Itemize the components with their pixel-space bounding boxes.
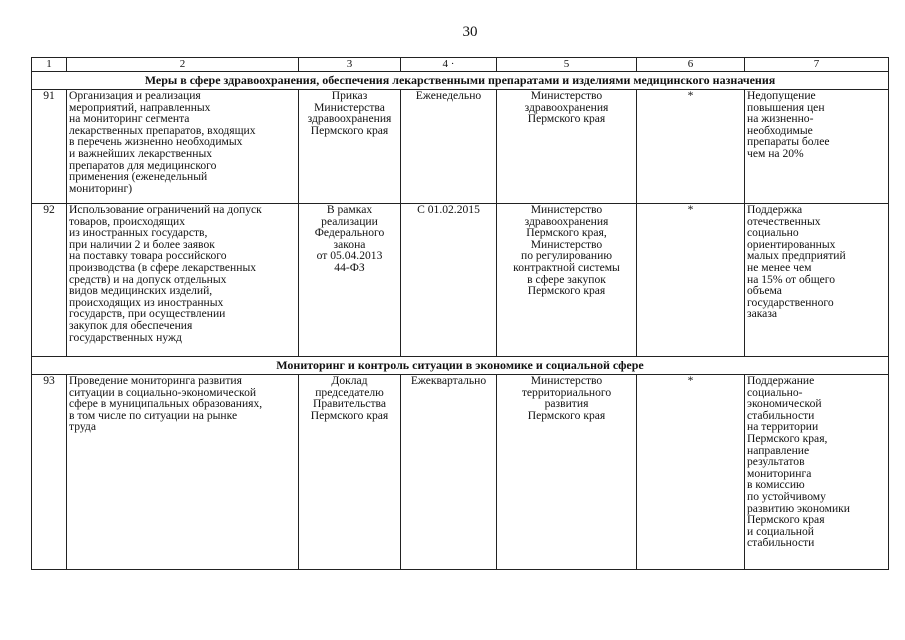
table-row <box>32 90 889 204</box>
deadline-text: С 01.02.2015 <box>401 204 497 357</box>
measure-text: Организация и реализация мероприятий, направленных на мониторинг сегмента лекарственных препаратов, входящих в перечень жизненно необходимых и важнейших лекарственных препаратов для медицинского применения (еженедельный мониторинг) <box>67 90 299 204</box>
measure-text: Использование ограничений на допуск товаров, происходящих из иностранных государств, при наличии 2 и более заявок на поставку товара российского производства (в сфере лекарственных средств) и на допуск отдельных видов медицинских изделий, происходящих из иностранных государств, при осуществлении закупок для обеспечения государственных нужд <box>67 204 299 357</box>
funding-mark: * <box>637 90 745 204</box>
result-text: Недопущение повышения цен на жизненно- необходимые препараты более чем на 20% <box>745 90 889 204</box>
column-number-cell: 3 <box>299 58 401 72</box>
table-row <box>32 204 889 357</box>
document-text: В рамках реализации Федерального закона от 05.04.2013 44-ФЗ <box>299 204 401 357</box>
measure-text: Проведение мониторинга развития ситуации в социально-экономической сфере в муниципальных образованиях, в том числе по ситуации на рынке труда <box>67 375 299 570</box>
result-text: Поддержание социально- экономической стабильности на территории Пермского края, направление результатов мониторинга в комиссию по устойчивому развитию экономики Пермского края и социальной стабильности <box>745 375 889 570</box>
result-text: Поддержка отечественных социально ориентированных малых предприятий не менее чем на 15% от общего объема государственного заказа <box>745 204 889 357</box>
table-row <box>32 375 889 570</box>
section-heading-row <box>32 357 889 375</box>
column-number-row <box>32 58 889 72</box>
responsible-text: Министерство здравоохранения Пермского края <box>497 90 637 204</box>
column-number-cell: 5 <box>497 58 637 72</box>
responsible-text: Министерство здравоохранения Пермского края, Министерство по регулированию контрактной системы в сфере закупок Пермского края <box>497 204 637 357</box>
deadline-text: Ежеквартально <box>401 375 497 570</box>
section-title: Мониторинг и контроль ситуации в экономике и социальной сфере <box>32 357 889 375</box>
document-text: Доклад председателю Правительства Пермского края <box>299 375 401 570</box>
deadline-text: Еженедельно <box>401 90 497 204</box>
measures-table <box>31 57 889 570</box>
row-number: 93 <box>32 375 67 570</box>
responsible-text: Министерство территориального развития Пермского края <box>497 375 637 570</box>
row-number: 92 <box>32 204 67 357</box>
column-number-cell: 2 <box>67 58 299 72</box>
page-number: 30 <box>462 24 478 40</box>
column-number-cell: 1 <box>32 58 67 72</box>
row-number: 91 <box>32 90 67 204</box>
section-title: Меры в сфере здравоохранения, обеспечения лекарственными препаратами и изделиями медицинского назначения <box>32 72 889 90</box>
column-number-cell: 6 <box>637 58 745 72</box>
funding-mark: * <box>637 375 745 570</box>
section-heading-row <box>32 72 889 90</box>
document-text: Приказ Министерства здравоохранения Пермского края <box>299 90 401 204</box>
column-number-cell: 4 · <box>401 58 497 72</box>
column-number-cell: 7 <box>745 58 889 72</box>
funding-mark: * <box>637 204 745 357</box>
